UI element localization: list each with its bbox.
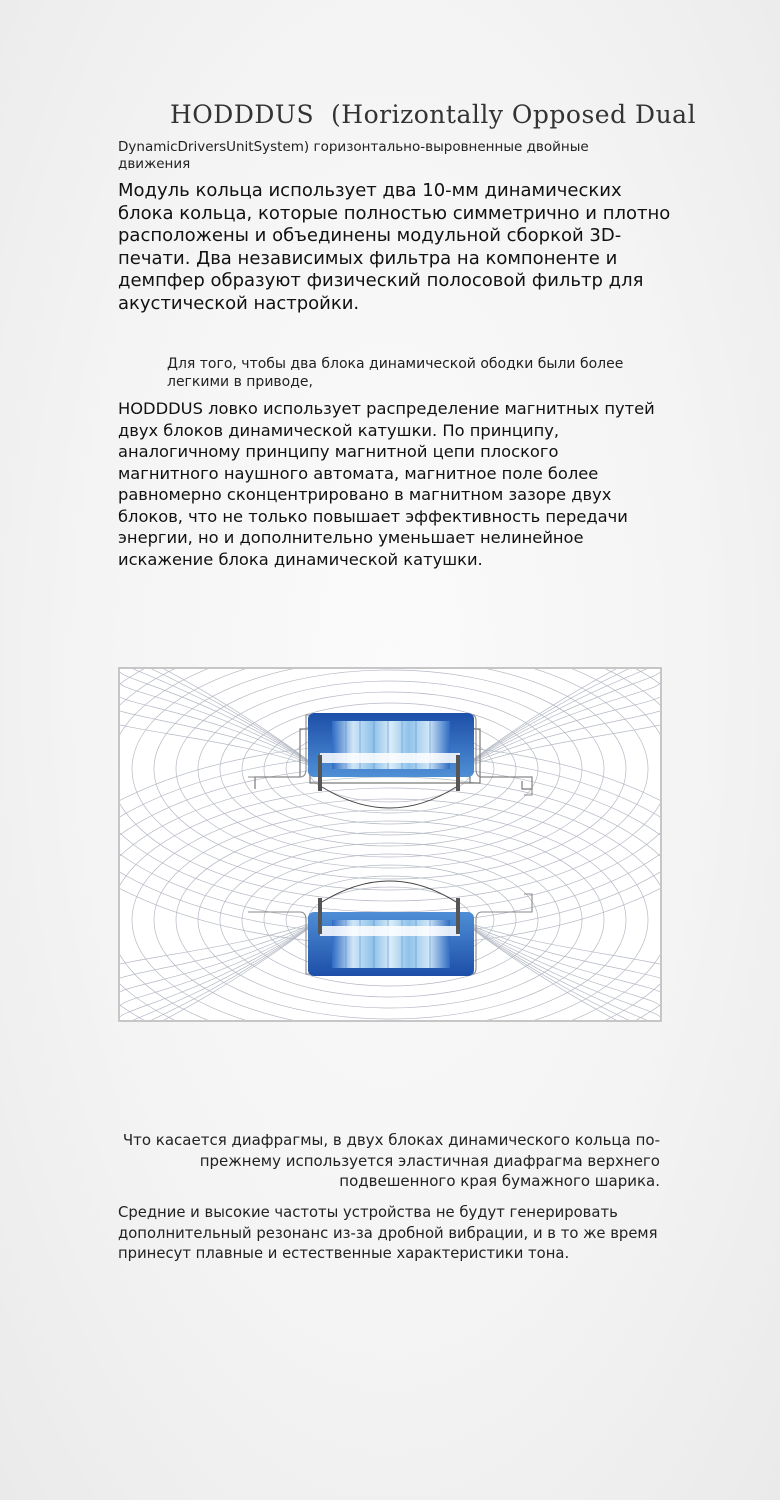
bottom-voice-coil-left	[318, 898, 322, 934]
intro-paragraph: Модуль кольца использует два 10-мм динамических блока кольца, которые полностью симметрично и плотно расположены и объединены модульной сборкой 3D-печати. Два независимых фильтра на компоненте и демпфер образуют физический полосовой фильтр для акустической настройки.	[118, 180, 671, 314]
page-title: HODDDUS (Horizontally Opposed Dual	[170, 100, 697, 129]
magnetic-lead-text: Для того, чтобы два блока динамической ободки были более легкими в приводе,	[167, 356, 624, 390]
field-line	[120, 669, 660, 923]
bottom-voice-coil-right	[456, 898, 460, 934]
top-driver-unit	[248, 713, 532, 808]
field-line	[120, 697, 320, 769]
field-line	[460, 711, 660, 769]
field-line	[120, 669, 660, 912]
page-subtitle: DynamicDriversUnitSystem) горизонтально-выровненные двойные движения	[118, 139, 589, 172]
bottom-driver-unit	[248, 881, 532, 976]
field-line	[460, 697, 660, 769]
field-line	[120, 920, 320, 992]
field-line	[120, 711, 320, 769]
diaphragm-paragraph: Что касается диафрагмы, в двух блоках динамического кольца по-прежнему используется эластичная диафрагма верхнего подвешенного края бумажного шарика.	[122, 1131, 660, 1190]
magnetic-body-text: HODDDUS ловко использует распределение магнитных путей двух блоков динамической катушки. По принципу, аналогичному принципу магнитной цепи плоского магнитного наушного автомата, магнитное поле более равномерно сконцентрировано в магнитном зазоре двух блоков, что не только повышает эффективность передачи энергии, но и дополнительно уменьшает нелинейное искажение блока динамической катушки.	[118, 399, 655, 569]
tone-paragraph: Средние и высокие частоты устройства не будут генерировать дополнительный резонанс из-за дробной вибрации, и в то же время принесут плавные и естественные характеристики тона.	[118, 1204, 658, 1262]
field-line	[460, 920, 660, 978]
magnetic-field-diagram	[118, 667, 662, 1022]
field-line	[460, 920, 660, 992]
field-line	[120, 777, 660, 1020]
field-line	[120, 766, 660, 1020]
top-voice-coil-left	[318, 755, 322, 791]
top-voice-coil-right	[456, 755, 460, 791]
field-line	[120, 920, 320, 978]
